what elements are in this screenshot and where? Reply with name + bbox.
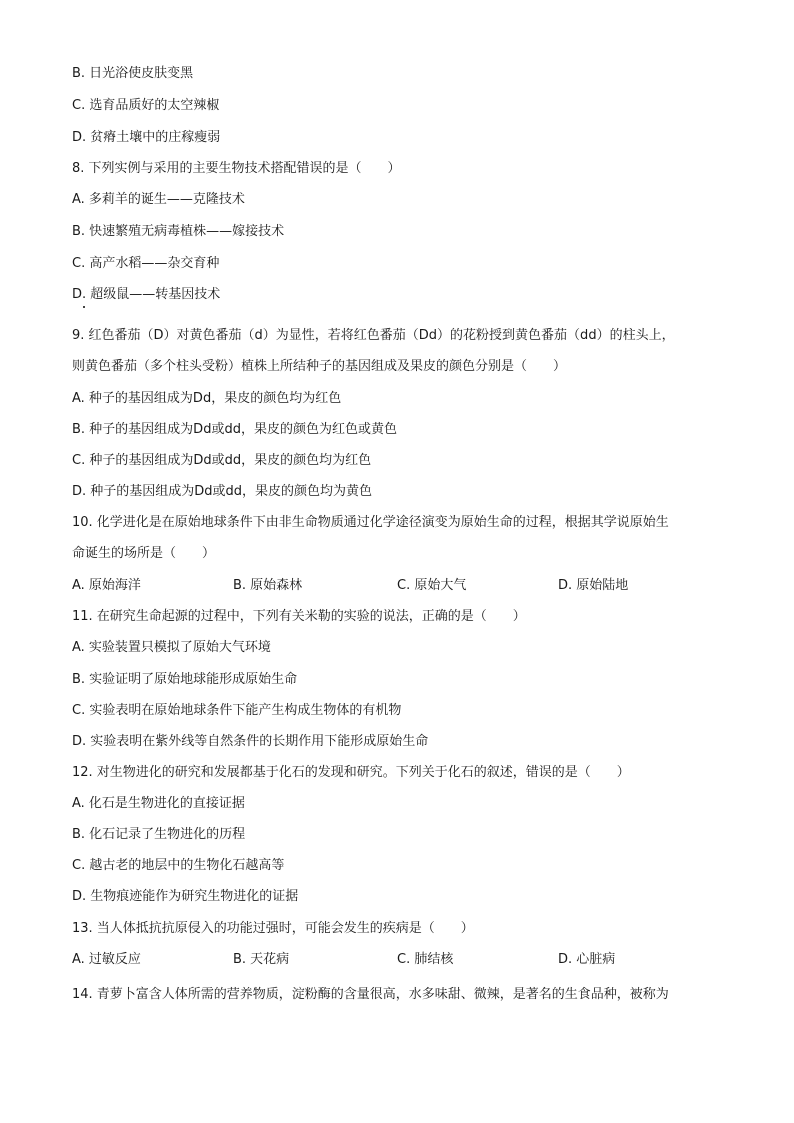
q7-option-c: C. 选育品质好的太空辣椒 — [72, 98, 220, 113]
q11-option-a: A. 实验装置只模拟了原始大气环境 — [72, 640, 271, 655]
q12-option-d: D. 生物痕迹能作为研究生物进化的证据 — [72, 889, 299, 904]
q7-option-b: B. 日光浴使皮肤变黑 — [72, 66, 194, 81]
q8-option-c: C. 高产水稻——杂交育种 — [72, 256, 220, 271]
q10-option-a: A. 原始海洋 — [72, 578, 141, 593]
q13-option-b: B. 天花病 — [233, 952, 290, 967]
q8-option-a: A. 多莉羊的诞生——克隆技术 — [72, 192, 245, 207]
q10-stem-line1: 10. 化学进化是在原始地球条件下由非生命物质通过化学途径演变为原始生命的过程，根据其学说原始生 — [72, 515, 669, 530]
q10-options — [72, 576, 732, 596]
q12-stem: 12. 对生物进化的研究和发展都基于化石的发现和研究。下列关于化石的叙述，错误的是（ ） — [72, 765, 630, 780]
q11-option-d: D. 实验表明在紫外线等自然条件的长期作用下能形成原始生命 — [72, 734, 429, 749]
q10-option-d: D. 原始陆地 — [558, 578, 629, 593]
q8-option-b: B. 快速繁殖无病毒植株——嫁接技术 — [72, 224, 285, 239]
q11-stem: 11. 在研究生命起源的过程中，下列有关米勒的实验的说法，正确的是（ ） — [72, 609, 526, 624]
q12-option-c: C. 越古老的地层中的生物化石越高等 — [72, 858, 285, 873]
q8-stem: 8. 下列实例与采用的主要生物技术搭配错误的是（ ） — [72, 161, 401, 176]
stray-mark — [83, 306, 85, 308]
q12-option-a: A. 化石是生物进化的直接证据 — [72, 796, 245, 811]
q11-option-c: C. 实验表明在原始地球条件下能产生构成生物体的有机物 — [72, 703, 402, 718]
q14-stem-line1: 14. 青萝卜富含人体所需的营养物质，淀粉酶的含量很高，水多味甜、微辣，是著名的生食品种，被称为 — [72, 987, 669, 1002]
q9-option-c: C. 种子的基因组成为Dd或dd，果皮的颜色均为红色 — [72, 453, 372, 468]
q8-option-d: D. 超级鼠——转基因技术 — [72, 287, 221, 302]
q11-option-b: B. 实验证明了原始地球能形成原始生命 — [72, 672, 298, 687]
q10-option-b: B. 原始森林 — [233, 578, 303, 593]
q12-option-b: B. 化石记录了生物进化的历程 — [72, 827, 246, 842]
q9-stem-line2: 则黄色番茄（多个柱头受粉）植株上所结种子的基因组成及果皮的颜色分别是（ ） — [72, 359, 567, 374]
q13-stem: 13. 当人体抵抗抗原侵入的功能过强时，可能会发生的疾病是（ ） — [72, 921, 474, 936]
q13-option-a: A. 过敏反应 — [72, 952, 141, 967]
q9-option-d: D. 种子的基因组成为Dd或dd，果皮的颜色均为黄色 — [72, 484, 373, 499]
q10-option-c: C. 原始大气 — [397, 578, 467, 593]
q13-option-c: C. 肺结核 — [397, 952, 454, 967]
q13-options — [72, 950, 732, 970]
q7-option-d: D. 贫瘠土壤中的庄稼瘦弱 — [72, 130, 221, 145]
q9-option-b: B. 种子的基因组成为Dd或dd，果皮的颜色为红色或黄色 — [72, 422, 397, 437]
q9-option-a: A. 种子的基因组成为Dd，果皮的颜色均为红色 — [72, 391, 342, 406]
q13-option-d: D. 心脏病 — [558, 952, 616, 967]
q10-stem-line2: 命诞生的场所是（ ） — [72, 546, 216, 561]
q9-stem-line1: 9. 红色番茄（D）对黄色番茄（d）为显性，若将红色番茄（Dd）的花粉授到黄色番茄（dd）的柱头上， — [72, 328, 675, 343]
